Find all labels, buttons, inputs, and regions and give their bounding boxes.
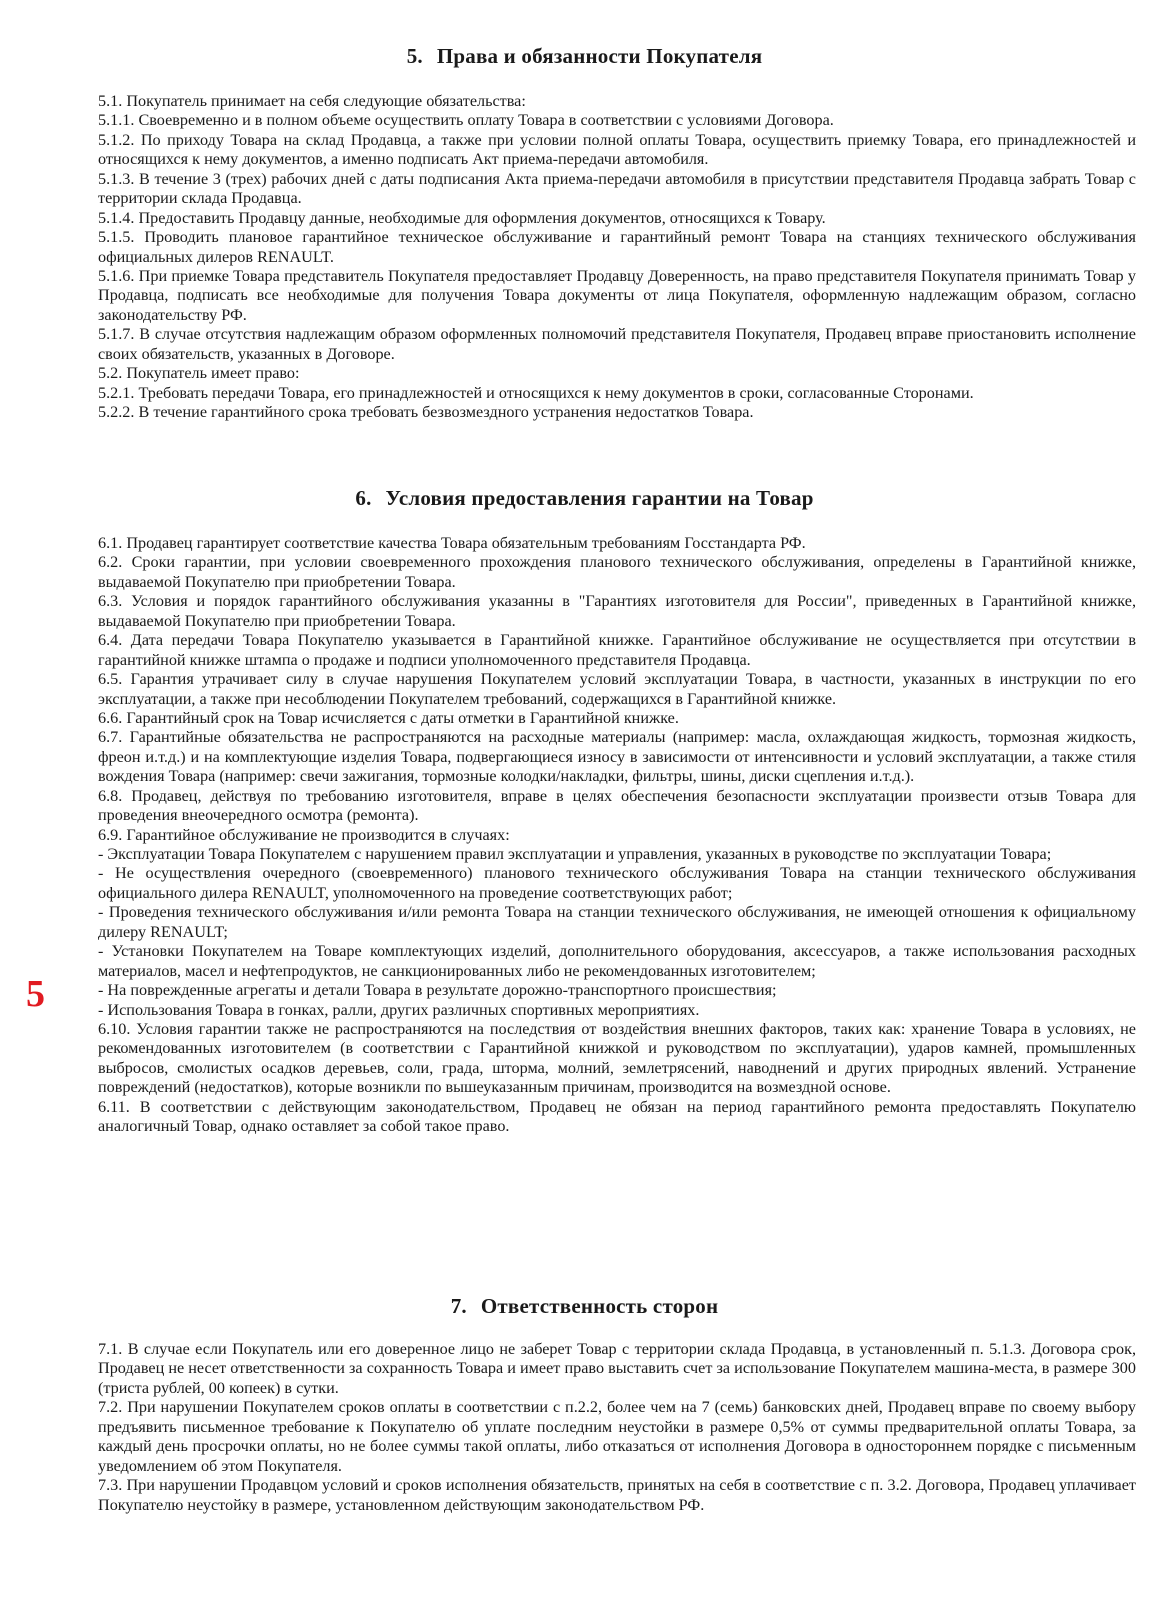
clause-6-7: 6.7. Гарантийные обязательства не распространяются на расходные материалы (например: масла, охлаждающая жидкость, тормозная жидкость, фреон и.т.д.) и на комплектующие изделия Товара, подвергающиеся износу в зависимости от интенсивности и условий эксплуатации, а также стиля вождения Товара (например: свечи зажигания, тормозные колодки/накладки, фильтры, шины, диски сцепления и.т.д.). xyxy=(98,728,1136,786)
clause-5-1-3: 5.1.3. В течение 3 (трех) рабочих дней с даты подписания Акта приема-передачи автомобиля в присутствии представителя Продавца забрать Товар с территории склада Продавца. xyxy=(98,169,1136,208)
clause-5-1-7: 5.1.7. В случае отсутствия надлежащим образом оформленных полномочий представителя Покупателя, Продавец вправе приостановить исполнение своих обязательств, указанных в Договоре. xyxy=(98,325,1136,363)
section-number: 7. xyxy=(450,1294,467,1318)
clause-6-4: 6.4. Дата передачи Товара Покупателю указывается в Гарантийной книжке. Гарантийное обслуживание не осуществляется при отсутствии в гарантийной книжке штампа о продаже и подписи уполномоченного представителя Продавца. xyxy=(98,631,1136,669)
section-title: Права и обязанности Покупателя xyxy=(436,44,763,68)
clause-7-3: 7.3. При нарушении Продавцом условий и сроков исполнения обязательств, принятых на себя в соответствие с п. 3.2. Договора, Продавец уплачивает Покупателю неустойку в размере, установленном действующим законодательством РФ. xyxy=(98,1476,1136,1514)
clause-6-11: 6.11. В соответствии с действующим законодательством, Продавец не обязан на период гарантийного ремонта предоставлять Покупателю аналогичный Товар, однако оставляет за собой такое право. xyxy=(98,1097,1136,1136)
section-7-heading xyxy=(0,1294,1169,1319)
clause-5-1-2: 5.1.2. По приходу Товара на склад Продавца, а также при условии полной оплаты Товара, осуществить приемку Товара, его принадлежностей и относящихся к нему документов, а именно подписать Акт приема-передачи автомобиля. xyxy=(98,130,1136,169)
clause-6-1: 6.1. Продавец гарантирует соответствие качества Товара обязательным требованиям Госстандарта РФ. xyxy=(98,534,806,552)
clause-7-2: 7.2. При нарушении Покупателем сроков оплаты в соответствии с п.2.2, более чем на 7 (семь) банковских дней, Продавец вправе по своему выбору предъявить письменное требование к Покупателю об уплате последним неустойки в размере 0,5% от суммы предварительной оплаты Товара, за каждый день просрочки оплаты, но не более суммы такой оплаты, либо отказаться от исполнения Договора в одностороннем порядке с письменным уведомлением об этом Покупателя. xyxy=(98,1398,1136,1475)
section-title: Условия предоставления гарантии на Товар xyxy=(385,486,814,510)
clause-5-2-1: 5.2.1. Требовать передачи Товара, его принадлежностей и относящихся к нему документов в сроки, согласованные Сторонами. xyxy=(98,383,974,402)
exclusion-item: - Использования Товара в гонках, ралли, других различных спортивных мероприятиях. xyxy=(98,1000,700,1019)
clause-6-2: 6.2. Сроки гарантии, при условии своевременного прохождения планового технического обслуживания, определены в Гарантийной книжке, выдаваемой Покупателю при приобретении Товара. xyxy=(98,553,1136,591)
exclusion-item: - Не осуществления очередного (своевременного) планового технического обслуживания Товара на станции технического обслуживания официального дилера RENAULT, уполномоченного на проведение соответствующих работ; xyxy=(98,864,1136,902)
clause-5-1-1: 5.1.1. Своевременно и в полном объеме осуществить оплату Товара в соответствии с условиями Договора. xyxy=(98,111,834,130)
clause-5-1: 5.1. Покупатель принимает на себя следующие обязательства: xyxy=(98,92,526,110)
section-5-body xyxy=(98,92,1136,422)
clause-6-6: 6.6. Гарантийный срок на Товар исчисляется с даты отметки в Гарантийной книжке. xyxy=(98,708,679,727)
clause-5-1-6: 5.1.6. При приемке Товара представитель Покупателя предоставляет Продавцу Доверенность, на право представителя Покупателя принимать Товар у Продавца, подписать все необходимые для получения Товара документы от лица Покупателя, оформленную надлежащим образом, согласно законодательству РФ. xyxy=(98,266,1136,324)
clause-5-2: 5.2. Покупатель имеет право: xyxy=(98,364,300,383)
exclusion-item: - На поврежденные агрегаты и детали Товара в результате дорожно-транспортного происшествия; xyxy=(98,981,777,1000)
clause-6-3: 6.3. Условия и порядок гарантийного обслуживания указанны в "Гарантиях изготовителя для России", приведенных в Гарантийной книжке, выдаваемой Покупателю при приобретении Товара. xyxy=(98,592,1136,630)
section-6-heading xyxy=(0,486,1169,511)
clause-5-2-2: 5.2.2. В течение гарантийного срока требовать безвозмездного устранения недостатков Товара. xyxy=(98,403,754,421)
section-5-heading xyxy=(0,44,1169,69)
page-number-marker: 5 xyxy=(26,973,45,1015)
clause-6-9: 6.9. Гарантийное обслуживание не производится в случаях: xyxy=(98,825,510,844)
section-number: 6. xyxy=(355,486,372,510)
exclusion-item: - Установки Покупателем на Товаре комплектующих изделий, дополнительного оборудования, аксессуаров, а также использования расходных материалов, масел и нефтепродуктов, не санкционированных либо не рекомендованных изготовителем; xyxy=(98,942,1136,980)
clause-6-5: 6.5. Гарантия утрачивает силу в случае нарушения Покупателем условий эксплуатации Товара, в частности, указанных в инструкции по его эксплуатации, а также при несоблюдении Покупателем требований, содержащихся в Гарантийной книжке. xyxy=(98,670,1136,708)
clause-7-1: 7.1. В случае если Покупатель или его доверенное лицо не заберет Товар с территории склада Продавца, в установленный п. 5.1.3. Договора срок, Продавец не несет ответственности за сохранность Товара и имеет право выставить счет за использование Покупателем машина-места, в размере 300 (триста рублей, 00 копеек) в сутки. xyxy=(98,1340,1136,1397)
section-number: 5. xyxy=(406,44,423,68)
section-6-body xyxy=(98,534,1136,1137)
clause-5-1-5: 5.1.5. Проводить плановое гарантийное техническое обслуживание и гарантийный ремонт Товара на станциях технического обслуживания официальных дилеров RENAULT. xyxy=(98,228,1136,266)
clause-6-8: 6.8. Продавец, действуя по требованию изготовителя, вправе в целях обеспечения безопасности эксплуатации произвести отзыв Товара для проведения внеочередного осмотра (ремонта). xyxy=(98,786,1136,825)
section-title: Ответственность сторон xyxy=(480,1294,719,1318)
section-7-body xyxy=(98,1340,1136,1515)
clause-5-1-4: 5.1.4. Предоставить Продавцу данные, необходимые для оформления документов, относящихся к Товару. xyxy=(98,208,826,227)
exclusion-item: - Эксплуатации Товара Покупателем с нарушением правил эксплуатации и управления, указанных в руководстве по эксплуатации Товара; xyxy=(98,845,1052,863)
clause-6-10: 6.10. Условия гарантии также не распространяются на последствия от воздействия внешних факторов, таких как: хранение Товара в условиях, не рекомендованных изготовителем (в соответствии с Гарантийной книжкой и руководством по эксплуатации), ударов камней, промышленных выбросов, смолистых осадков деревьев, соли, града, шторма, молний, землетрясений, наводнений и других природных явлений. Устранение повреждений (недостатков), которые возникли по вышеуказанным причинам, производится на возмездной основе. xyxy=(98,1019,1136,1097)
exclusion-item: - Проведения технического обслуживания и/или ремонта Товара на станции технического обслуживания, не имеющей отношения к официальному дилеру RENAULT; xyxy=(98,903,1136,941)
